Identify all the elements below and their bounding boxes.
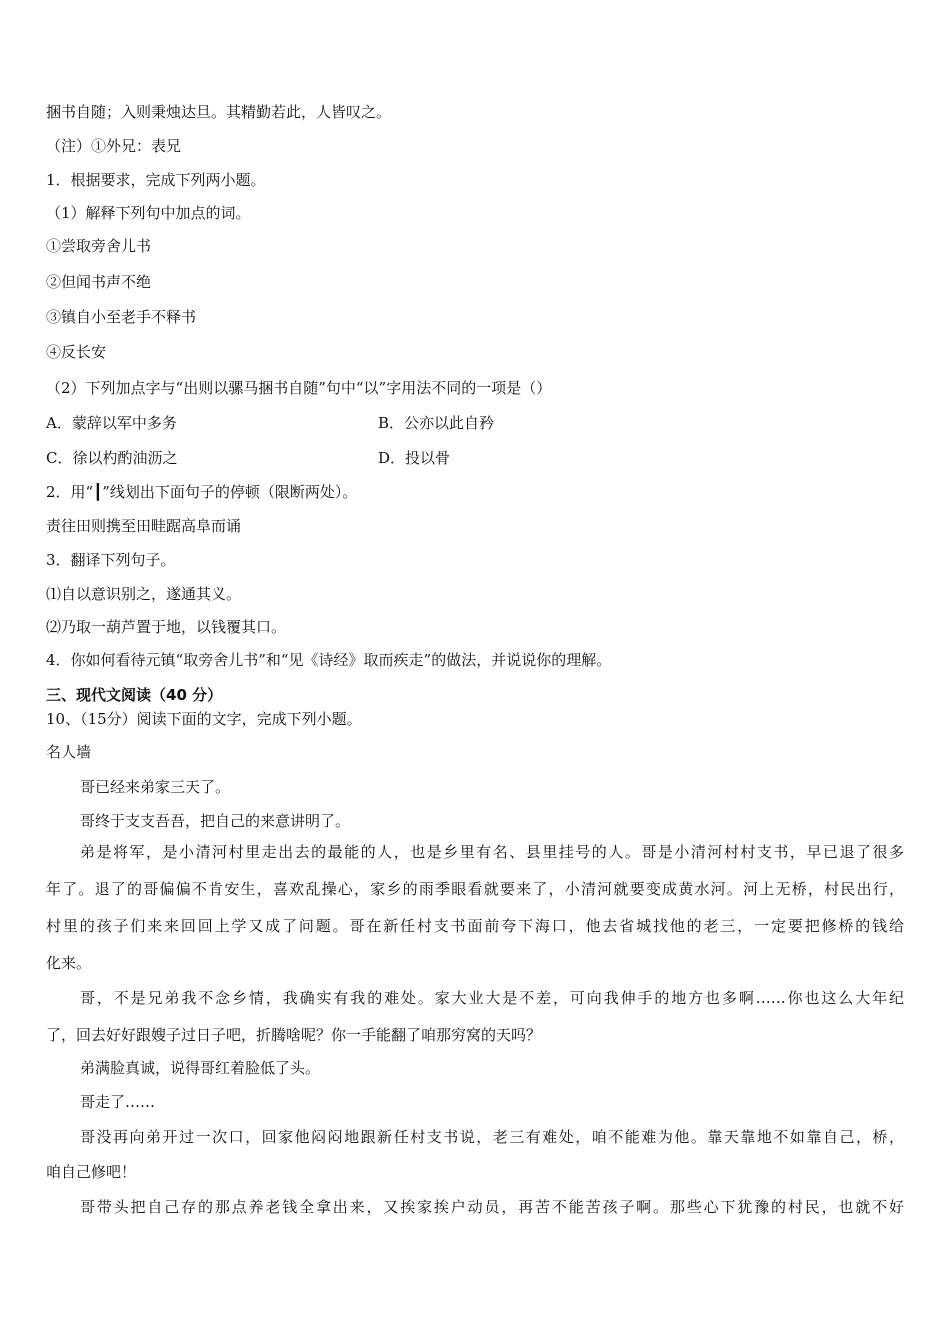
- story-title: 名人墙: [46, 743, 92, 761]
- story-line: 村里的孩子们来来回回上学又成了问题。哥在新任村支书面前夸下海口，他去省城找他的老三，一定要把修桥的钱给: [46, 917, 904, 935]
- option-b: B．公亦以此自矜: [378, 414, 495, 432]
- question-3: 3．翻译下列句子。: [46, 551, 176, 569]
- question-1-part-2: （2）下列加点字与“出则以骡马捆书自随”句中“以”字用法不同的一项是（）: [46, 379, 552, 397]
- story-line: 哥没再向弟开过一次口，回家他闷闷地跟新任村支书说，老三有难处，咱不能难为他。靠天靠地不如靠自己，桥，: [80, 1128, 904, 1146]
- question-3-item: ⑵乃取一葫芦置于地，以钱覆其口。: [46, 618, 287, 636]
- question-2: 2．用“┃”线划出下面句子的停顿（限断两处）。: [46, 483, 358, 501]
- question-3-item: ⑴自以意识别之，遂通其义。: [46, 585, 242, 603]
- option-a: A．蒙辞以军中多务: [46, 414, 177, 432]
- story-line: 哥已经来弟家三天了。: [80, 778, 231, 796]
- sub-item: ④反长安: [46, 343, 107, 361]
- option-c: C．徐以杓酌油沥之: [46, 449, 178, 467]
- text-line: 捆书自随；入则秉烛达旦。其精勤若此，人皆叹之。: [46, 103, 392, 121]
- question-2-sentence: 责往田则携至田畦踞高阜而诵: [46, 517, 242, 535]
- question-1-part-1: （1）解释下列句中加点的词。: [46, 204, 251, 222]
- question-10-intro: 10、（15分）阅读下面的文字，完成下列小题。: [46, 710, 362, 728]
- option-d: D．投以骨: [378, 449, 451, 467]
- story-line: 年了。退了的哥偏偏不肯安生，喜欢乱操心，家乡的雨季眼看就要来了，小清河就要变成黄水河。河上无桥，村民出行，: [46, 880, 904, 898]
- story-line: 化来。: [46, 954, 92, 972]
- story-line: 了，回去好好跟嫂子过日子吧，折腾啥呢？你一手能翻了咱那穷窝的天吗？: [46, 1026, 542, 1044]
- story-line: 哥带头把自己存的那点养老钱全拿出来，又挨家挨户动员，再苦不能苦孩子啊。那些心下犹豫的村民，也就不好: [80, 1198, 904, 1216]
- story-line: 弟是将军，是小清河村里走出去的最能的人，也是乡里有名、县里挂号的人。哥是小清河村村支书，早已退了很多: [80, 843, 904, 861]
- story-line: 弟满脸真诚，说得哥红着脸低了头。: [80, 1059, 321, 1077]
- sub-item: ①尝取旁舍儿书: [46, 237, 152, 255]
- annotation-note: （注）①外兄：表兄: [46, 137, 182, 155]
- sub-item: ②但闻书声不绝: [46, 273, 152, 291]
- question-4: 4．你如何看待元镇“取旁舍儿书”和“见《诗经》取而疾走”的做法，并说说你的理解。: [46, 651, 612, 669]
- section-heading: 三、现代文阅读（40 分）: [46, 686, 223, 704]
- story-line: 哥走了……: [80, 1093, 156, 1111]
- story-line: 哥，不是兄弟我不念乡情，我确实有我的难处。家大业大是不差，可向我伸手的地方也多啊……你也这么大年纪: [80, 989, 904, 1007]
- story-line: 咱自己修吧！: [46, 1163, 137, 1181]
- story-line: 哥终于支支吾吾，把自己的来意讲明了。: [80, 812, 351, 830]
- sub-item: ③镇自小至老手不释书: [46, 308, 197, 326]
- question-1: 1．根据要求，完成下列两小题。: [46, 171, 266, 189]
